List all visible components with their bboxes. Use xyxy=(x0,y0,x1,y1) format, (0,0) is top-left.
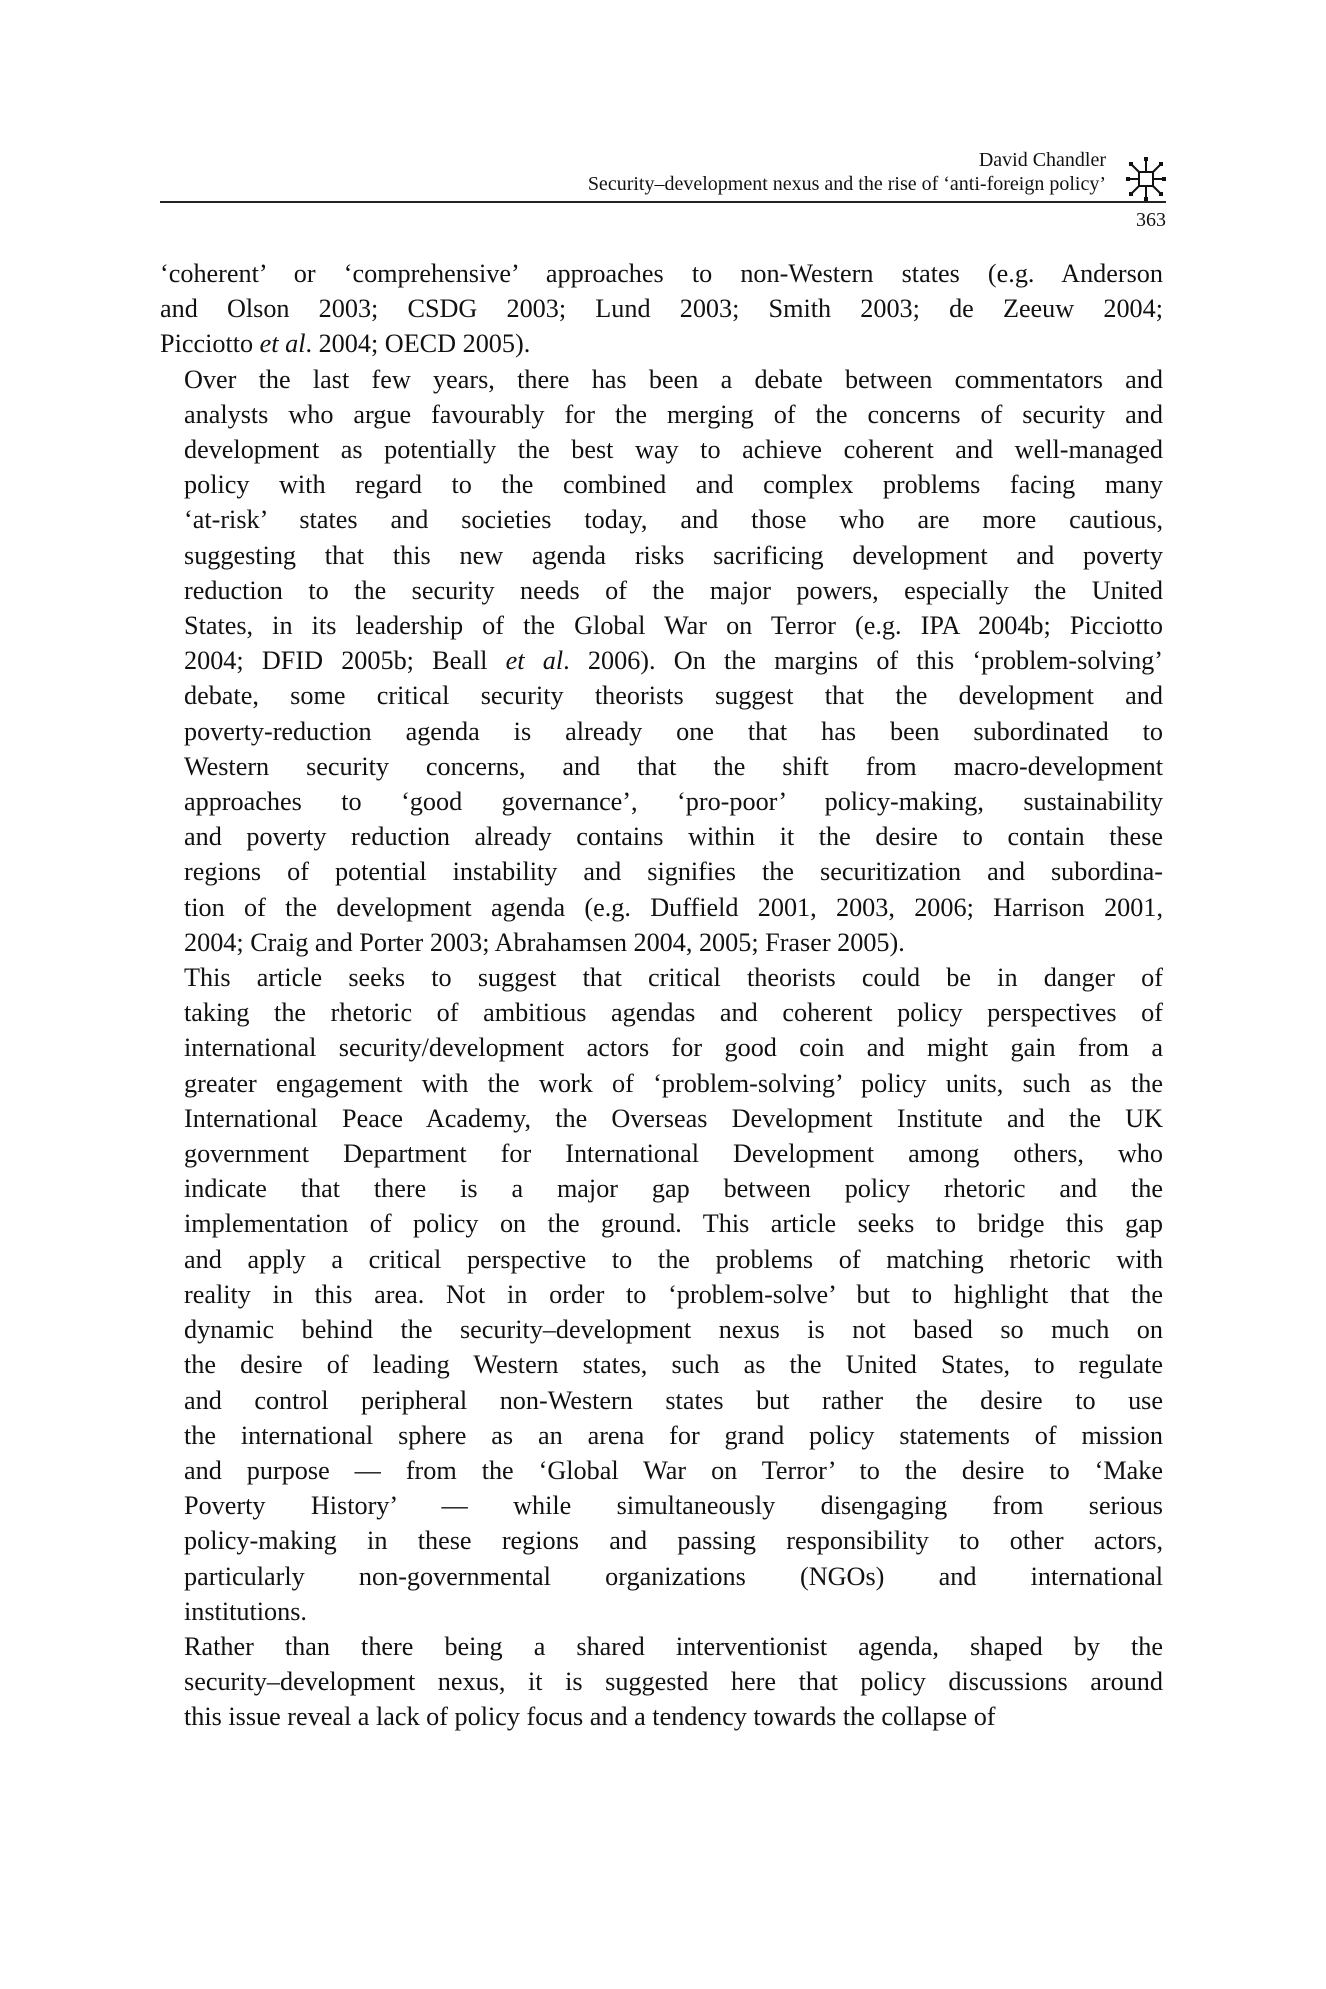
text-line: Picciotto et al. 2004; OECD 2005). xyxy=(160,329,531,359)
text-line: policy with regard to the combined and complex problems facing many xyxy=(184,470,1163,500)
text-line: regions of potential instability and signifies the securitization and subordina- xyxy=(184,857,1163,887)
text-line: greater engagement with the work of ‘problem-solving’ policy units, such as the xyxy=(184,1068,1163,1098)
text-line: dynamic behind the security–development nexus is not based so much on xyxy=(184,1315,1163,1345)
text-line: tion of the development agenda (e.g. Duffield 2001, 2003, 2006; Harrison 2001, xyxy=(184,892,1163,922)
text-line: reduction to the security needs of the major powers, especially the United xyxy=(184,575,1163,605)
text-line: international security/development actors for good coin and might gain from a xyxy=(184,1033,1163,1063)
text-line: This article seeks to suggest that critical theorists could be in danger of xyxy=(184,963,1163,993)
text-line: the international sphere as an arena for grand policy statements of mission xyxy=(184,1420,1163,1450)
text-line: Over the last few years, there has been a debate between commentators and xyxy=(184,364,1163,394)
text-line: 2004; Craig and Porter 2003; Abrahamsen 2004, 2005; Fraser 2005). xyxy=(184,927,905,957)
text-line: poverty-reduction agenda is already one that has been subordinated to xyxy=(184,716,1163,746)
running-title: Security–development nexus and the rise of ‘anti-foreign policy’ xyxy=(587,173,1106,195)
text-line: and Olson 2003; CSDG 2003; Lund 2003; Smith 2003; de Zeeuw 2004; xyxy=(160,294,1163,324)
paragraph xyxy=(160,256,1163,362)
text-line: Rather than there being a shared interventionist agenda, shaped by the xyxy=(184,1631,1163,1661)
italic-text: et al xyxy=(259,329,306,359)
text-line: 2004; DFID 2005b; Beall et al. 2006). On the margins of this ‘problem-solving’ xyxy=(184,646,1163,676)
text-line: security–development nexus, it is suggested here that policy discussions around xyxy=(184,1667,1163,1697)
text-line: analysts who argue favourably for the merging of the concerns of security and xyxy=(184,399,1163,429)
text-line: policy-making in these regions and passing responsibility to other actors, xyxy=(184,1526,1163,1556)
text-line: ‘coherent’ or ‘comprehensive’ approaches to non-Western states (e.g. Anderson xyxy=(160,259,1163,288)
text-line: and purpose — from the ‘Global War on Terror’ to the desire to ‘Make xyxy=(184,1455,1163,1485)
text-line: approaches to ‘good governance’, ‘pro-poor’ policy-making, sustainability xyxy=(184,787,1163,817)
text-line: suggesting that this new agenda risks sacrificing development and poverty xyxy=(184,540,1163,570)
text-line: reality in this area. Not in order to ‘problem-solve’ but to highlight that the xyxy=(184,1279,1163,1309)
text-line: Western security concerns, and that the shift from macro-development xyxy=(184,751,1163,781)
text-line: International Peace Academy, the Overseas Development Institute and the UK xyxy=(184,1103,1163,1133)
text-line: Poverty History’ — while simultaneously disengaging from serious xyxy=(184,1491,1163,1521)
header-rule xyxy=(160,201,1166,203)
text-line: development as potentially the best way to achieve coherent and well-managed xyxy=(184,435,1163,465)
paragraph xyxy=(160,362,1163,960)
text-line: ‘at-risk’ states and societies today, and those who are more cautious, xyxy=(184,505,1163,535)
italic-text: et al xyxy=(505,646,564,676)
text-line: and control peripheral non-Western states but rather the desire to use xyxy=(184,1385,1163,1415)
text-line: institutions. xyxy=(184,1596,307,1626)
text-line: implementation of policy on the ground. This article seeks to bridge this gap xyxy=(184,1209,1163,1239)
paragraph xyxy=(160,960,1163,1629)
paragraph xyxy=(160,1629,1163,1735)
text-line: particularly non-governmental organizations (NGOs) and international xyxy=(184,1561,1163,1591)
journal-logo-icon xyxy=(1126,156,1166,202)
running-author: David Chandler xyxy=(978,149,1106,171)
text-line: indicate that there is a major gap between policy rhetoric and the xyxy=(184,1174,1163,1204)
text-line: and apply a critical perspective to the problems of matching rhetoric with xyxy=(184,1244,1163,1274)
article-body xyxy=(160,256,1163,1735)
text-line: this issue reveal a lack of policy focus and a tendency towards the collapse of xyxy=(184,1702,996,1732)
text-line: taking the rhetoric of ambitious agendas and coherent policy perspectives of xyxy=(184,998,1163,1028)
page-number: 363 xyxy=(1136,209,1166,231)
text-line: government Department for International Development among others, who xyxy=(184,1139,1163,1169)
text-line: the desire of leading Western states, such as the United States, to regulate xyxy=(184,1350,1163,1380)
text-line: debate, some critical security theorists suggest that the development and xyxy=(184,681,1163,711)
text-line: States, in its leadership of the Global War on Terror (e.g. IPA 2004b; Picciotto xyxy=(184,611,1163,641)
text-line: and poverty reduction already contains within it the desire to contain these xyxy=(184,822,1163,852)
